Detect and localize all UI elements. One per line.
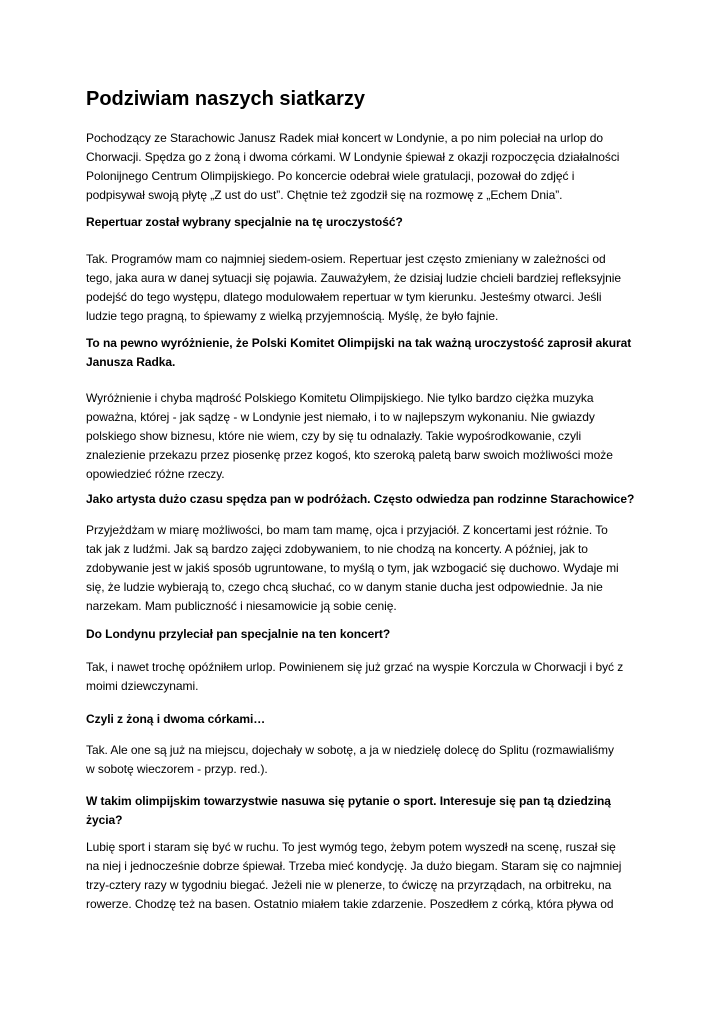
text-line: ludzie tego pragną, to śpiewamy z wielką przyjemnością. Myślę, że było fajnie. bbox=[86, 309, 499, 323]
interview-question bbox=[86, 334, 646, 372]
text-line: Wyróżnienie i chyba mądrość Polskiego Komitetu Olimpijskiego. Nie tylko bardzo ciężka muzyka bbox=[86, 391, 594, 405]
text-line: moimi dziewczynami. bbox=[86, 679, 199, 693]
text-line: znalezienie przekazu przez piosenkę przez kogoś, kto szeroką paletą barw swoich możliwości może bbox=[86, 448, 613, 462]
text-line: polskiego show biznesu, które nie wiem, czy by się tu odnalazły. Takie wypośrodkowanie, czyli bbox=[86, 429, 582, 443]
text-line: podpisywał swoją płytę „Z ust do ust”. Chętnie też zgodził się na rozmowę z „Echem Dnia”. bbox=[86, 188, 563, 202]
text-line: Chorwacji. Spędza go z żoną i dwoma córkami. W Londynie śpiewał z okazji rozpoczęcia działalności bbox=[86, 150, 620, 164]
text-line: Tak. Programów mam co najmniej siedem-osiem. Repertuar jest często zmieniany w zależności od bbox=[86, 252, 606, 266]
text-line: tak jak z ludźmi. Jak są bardzo zajęci zdobywaniem, to nie chodzą na koncerty. A później, jak to bbox=[86, 542, 588, 556]
interview-answer bbox=[86, 521, 646, 616]
interview-question bbox=[86, 792, 646, 830]
interview-answer bbox=[86, 389, 646, 484]
text-line: na niej i jednocześnie dobrze śpiewał. Trzeba mieć kondycję. Ja dużo biegam. Staram się co najmniej bbox=[86, 859, 622, 873]
text-line: Czyli z żoną i dwoma córkami… bbox=[86, 712, 266, 726]
text-line: Repertuar został wybrany specjalnie na tę uroczystość? bbox=[86, 215, 403, 229]
article-title: Podziwiam naszych siatkarzy bbox=[86, 88, 366, 110]
text-line: poważna, której - jak sądzę - w Londynie jest niemało, i to w najlepszym wykonaniu. Nie gwiazdy bbox=[86, 410, 595, 424]
interview-question bbox=[86, 710, 646, 729]
text-line: zdobywanie jest w jakiś sposób ugruntowane, to myślą o tym, jak wzbogacić się duchowo. Wydaje mi bbox=[86, 561, 619, 575]
text-line: w sobotę wieczorem - przyp. red.). bbox=[86, 762, 268, 776]
text-line: rowerze. Chodzę też na basen. Ostatnio miałem takie zdarzenie. Poszedłem z córką, która pływa od bbox=[86, 897, 614, 911]
text-line: Tak. Ale one są już na miejscu, dojechały w sobotę, a ja w niedzielę dolecę do Splitu (rozmawialiśmy bbox=[86, 743, 614, 757]
text-line: Janusza Radka. bbox=[86, 355, 176, 369]
text-line: Polonijnego Centrum Olimpijskiego. Po koncercie odebrał wiele gratulacji, pozował do zdjęć i bbox=[86, 169, 575, 183]
interview-answer bbox=[86, 250, 646, 326]
text-line: Tak, i nawet trochę opóźniłem urlop. Powinienem się już grzać na wyspie Korczula w Chorwacji i być z bbox=[86, 660, 624, 674]
interview-question bbox=[86, 213, 646, 232]
interview-question bbox=[86, 625, 646, 644]
text-line: podejść do tego występu, dlatego modulowałem repertuar w tym kierunku. Jesteśmy otwarci. Jeśli bbox=[86, 290, 602, 304]
text-line: W takim olimpijskim towarzystwie nasuwa się pytanie o sport. Interesuje się pan tą dziedziną bbox=[86, 794, 611, 808]
text-line: Przyjeżdżam w miarę możliwości, bo mam tam mamę, ojca i przyjaciół. Z koncertami jest różnie. To bbox=[86, 523, 608, 537]
text-line: się, że ludzie wybierają to, czego chcą słuchać, co w danym stanie ducha jest odpowiednie. Ja nie bbox=[86, 580, 603, 594]
interview-answer bbox=[86, 129, 646, 205]
text-line: Pochodzący ze Starachowic Janusz Radek miał koncert w Londynie, a po nim poleciał na urlop do bbox=[86, 131, 603, 145]
text-line: życia? bbox=[86, 813, 123, 827]
text-line: tego, jaka aura w danej sytuacji się pojawia. Zauważyłem, że dzisiaj ludzie chcieli bardziej refleksyjnie bbox=[86, 271, 622, 285]
text-line: Jako artysta dużo czasu spędza pan w podróżach. Często odwiedza pan rodzinne Starachowice? bbox=[86, 492, 635, 506]
text-line: To na pewno wyróżnienie, że Polski Komitet Olimpijski na tak ważną uroczystość zaprosił akurat bbox=[86, 336, 632, 350]
text-line: trzy-cztery razy w tygodniu biegać. Jeżeli nie w plenerze, to ćwiczę na przyrządach, na orbitreku, na bbox=[86, 878, 612, 892]
interview-answer bbox=[86, 838, 646, 914]
text-line: opowiedzieć różne rzeczy. bbox=[86, 467, 225, 481]
interview-answer bbox=[86, 658, 646, 696]
text-line: Do Londynu przyleciał pan specjalnie na ten koncert? bbox=[86, 627, 391, 641]
interview-answer bbox=[86, 741, 646, 779]
text-line: Lubię sport i staram się być w ruchu. To jest wymóg tego, żebym potem wyszedł na scenę, ruszał się bbox=[86, 840, 616, 854]
interview-question bbox=[86, 490, 646, 509]
text-line: narzekam. Mam publiczność i niesamowicie ją sobie cenię. bbox=[86, 599, 397, 613]
